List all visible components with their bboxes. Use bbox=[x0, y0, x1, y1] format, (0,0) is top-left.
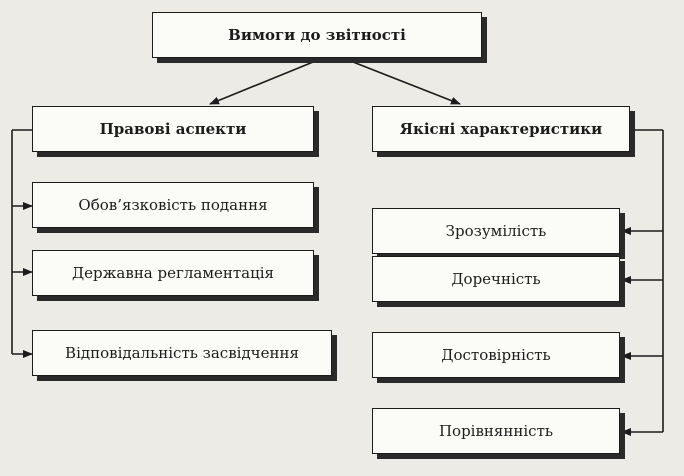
right-item-label: Зрозумілість bbox=[445, 222, 547, 240]
left-item-label: Обов’язковість подання bbox=[78, 196, 268, 214]
right-item-box bbox=[372, 208, 620, 254]
arrow-root-to-legal bbox=[210, 60, 318, 104]
quality-characteristics-label: Якісні характеристики bbox=[399, 120, 603, 138]
right-item-label: Доречність bbox=[451, 270, 541, 288]
right-item-label: Порівнянність bbox=[438, 422, 554, 440]
right-bracket bbox=[622, 130, 663, 432]
left-bracket bbox=[12, 130, 32, 354]
quality-characteristics-box bbox=[372, 106, 630, 152]
right-item-label: Достовірність bbox=[441, 346, 551, 364]
right-item-box bbox=[372, 408, 620, 454]
arrow-root-to-quality bbox=[348, 60, 460, 104]
left-item-box bbox=[32, 182, 314, 228]
root-label: Вимоги до звітності bbox=[228, 26, 406, 44]
legal-aspects-label: Правові аспекти bbox=[99, 120, 247, 138]
legal-aspects-box bbox=[32, 106, 314, 152]
right-item-box bbox=[372, 332, 620, 378]
left-item-label: Державна регламентація bbox=[71, 264, 275, 282]
left-item-label: Відповідальність засвідчення bbox=[65, 344, 299, 362]
right-item-box bbox=[372, 256, 620, 302]
left-item-box bbox=[32, 330, 332, 376]
left-item-box bbox=[32, 250, 314, 296]
root-box bbox=[152, 12, 482, 58]
